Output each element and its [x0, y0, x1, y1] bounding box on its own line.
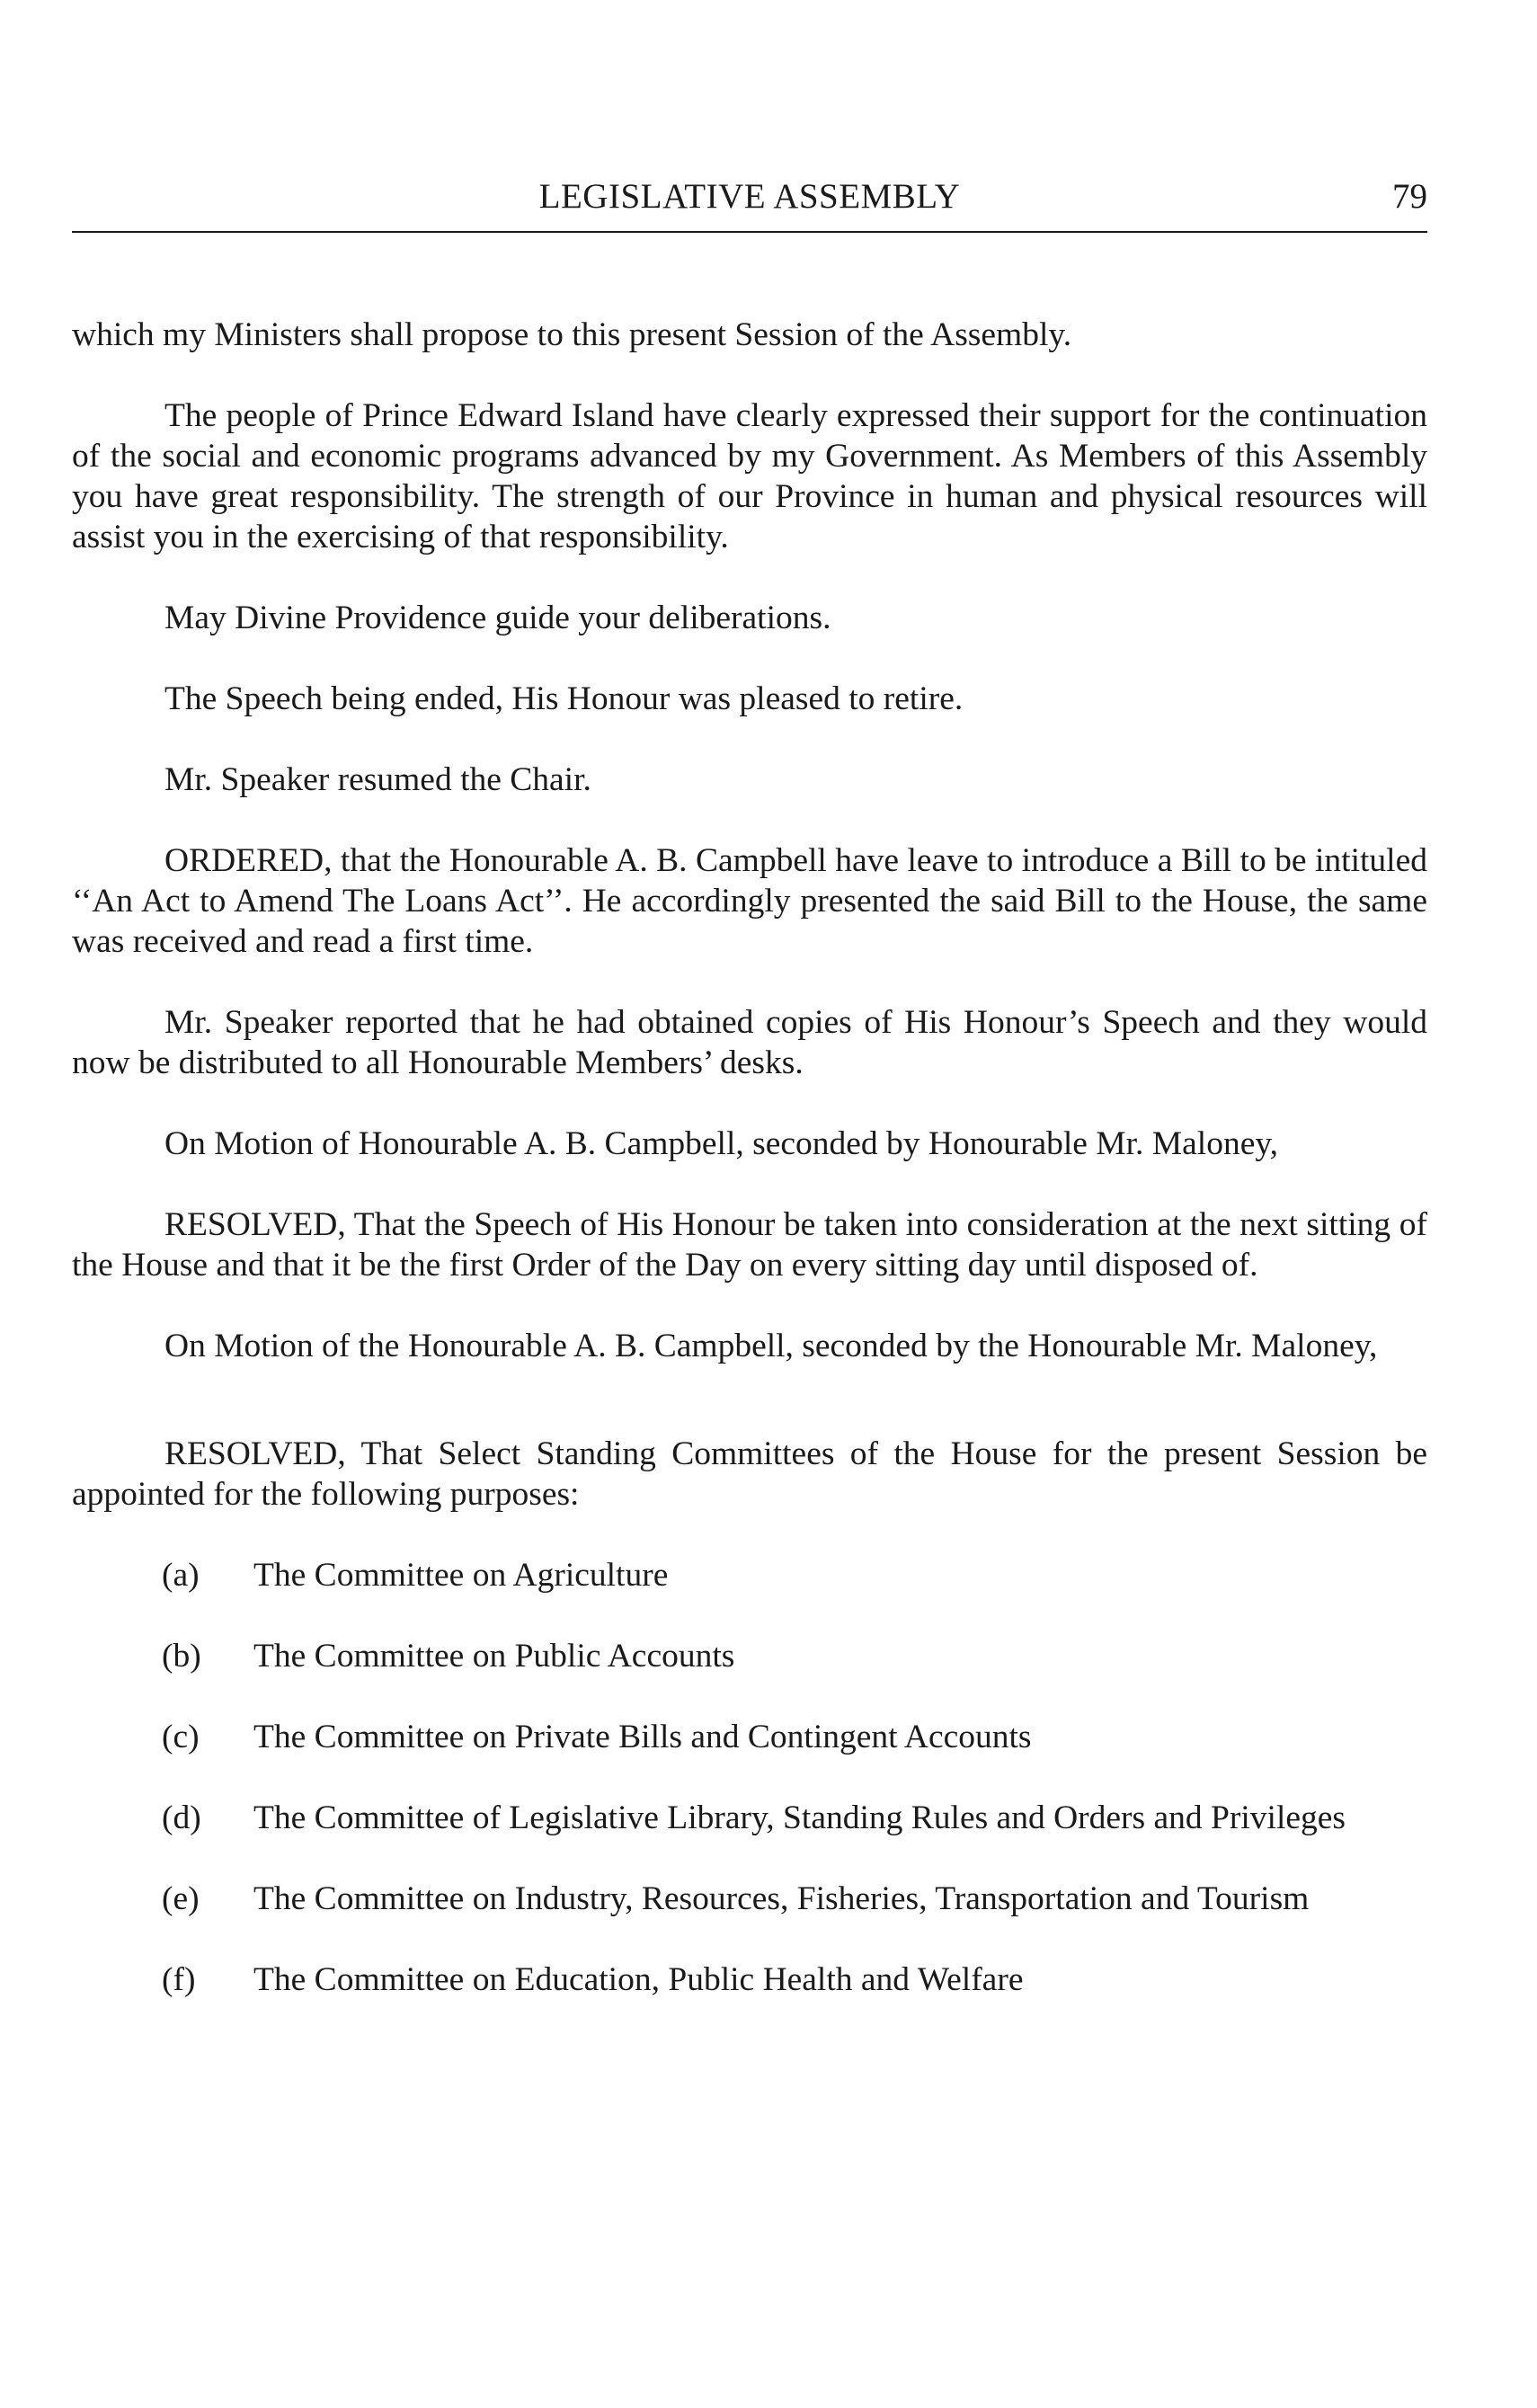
paragraph: RESOLVED, That Select Standing Committees of the House for the present Session be appointed for the following purposes: — [72, 1435, 1427, 1513]
list-item — [72, 1555, 1427, 1595]
paragraph: On Motion of Honourable A. B. Campbell, seconded by Honourable Mr. Maloney, — [164, 1125, 1279, 1162]
header-rule — [72, 231, 1427, 233]
list-item — [72, 1959, 1427, 2000]
paragraph: May Divine Providence guide your deliberations. — [164, 600, 831, 636]
committee-list — [72, 1555, 1427, 2000]
document-page — [72, 0, 1427, 2408]
list-item-label: (f) — [162, 1961, 196, 1998]
paragraph-continuation: which my Ministers shall propose to this present Session of the Assembly. — [72, 316, 1072, 353]
list-item-text: The Committee on Public Accounts — [253, 1638, 735, 1675]
list-item-text: The Committee on Education, Public Health and Welfare — [253, 1961, 1024, 1998]
list-item-label: (e) — [162, 1880, 200, 1917]
list-item-text: The Committee on Agriculture — [253, 1557, 669, 1594]
list-item — [72, 1879, 1427, 1919]
paragraph: Mr. Speaker resumed the Chair. — [164, 761, 591, 798]
list-item-text: The Committee of Legislative Library, Standing Rules and Orders and Privileges — [253, 1799, 1346, 1836]
body-text — [72, 315, 1427, 2040]
running-title: LEGISLATIVE ASSEMBLY — [538, 177, 961, 216]
paragraph: The Speech being ended, His Honour was pleased to retire. — [164, 680, 964, 717]
list-item — [72, 1798, 1427, 1838]
list-item-label: (c) — [162, 1719, 200, 1755]
list-item-label: (b) — [162, 1638, 201, 1675]
paragraph: The people of Prince Edward Island have clearly expressed their support for the continuation of the social and economic programs advanced by my Government. As Members of this Assembly you have great responsibility. The strength of our Province in human and physical resources will assist you in the exercising of that responsibility. — [72, 397, 1427, 555]
list-item — [72, 1717, 1427, 1757]
list-item-label: (a) — [162, 1557, 200, 1594]
list-item-text: The Committee on Private Bills and Contingent Accounts — [253, 1719, 1032, 1755]
paragraph: Mr. Speaker reported that he had obtained copies of His Honour’s Speech and they would now be distributed to all Honourable Members’ desks. — [72, 1004, 1427, 1081]
page-number: 79 — [1392, 177, 1427, 216]
paragraph: RESOLVED, That the Speech of His Honour be taken into consideration at the next sitting of the House and that it be the first Order of the Day on every sitting day until disposed of. — [72, 1206, 1427, 1284]
page-header — [72, 169, 1427, 232]
list-item-text: The Committee on Industry, Resources, Fisheries, Transportation and Tourism — [253, 1880, 1310, 1917]
list-item — [72, 1636, 1427, 1676]
paragraph: On Motion of the Honourable A. B. Campbell, seconded by the Honourable Mr. Maloney, — [164, 1328, 1378, 1364]
list-item-label: (d) — [162, 1799, 201, 1836]
paragraph: ORDERED, that the Honourable A. B. Campbell have leave to introduce a Bill to be intituled ‘‘An Act to Amend The Loans Act’’. He accordingly presented the said Bill to the House, the same was received and read a first time. — [72, 842, 1427, 960]
